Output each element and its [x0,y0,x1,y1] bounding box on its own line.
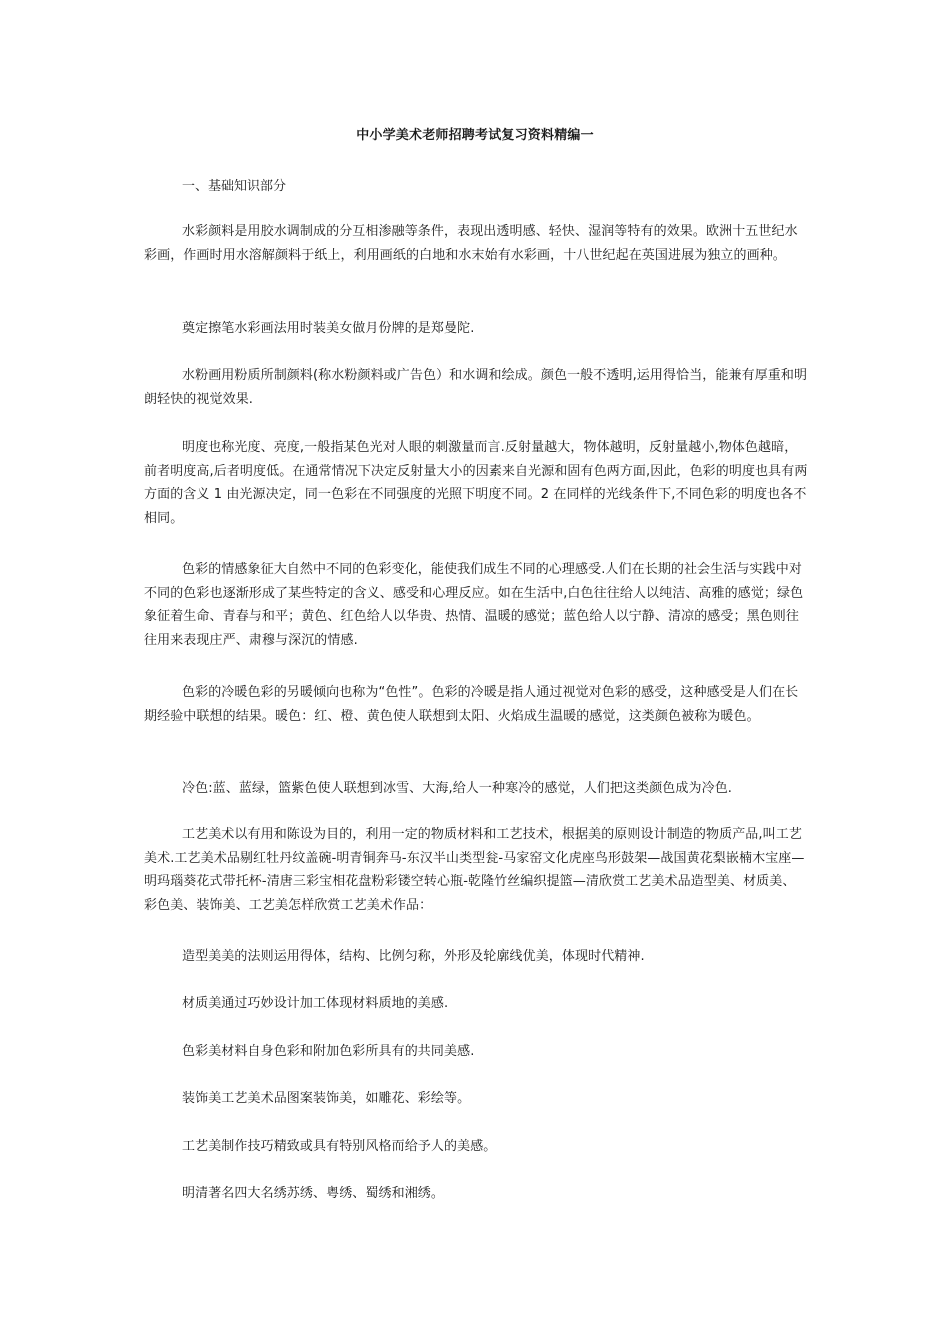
paragraph-zheng-mantuo: 奠定擦笔水彩画法用时装美女做月份牌的是郑曼陀. [182,321,475,336]
paragraph-gouache: 水粉画用粉质所制颜料(称水粉颜料或广告色）和水调和绘成。颜色一般不透明,运用得恰当，能兼有厚重和明朗轻快的视觉效果. [144,368,808,407]
paragraph-color-beauty: 色彩美材料自身色彩和附加色彩所具有的共同美感. [182,1044,475,1059]
paragraph-craft-beauty: 工艺美制作技巧精致或具有特别风格而给予人的美感。 [182,1139,497,1154]
paragraph-watercolor: 水彩颜料是用胶水调制成的分互相渗融等条件，表现出透明感、轻快、湿润等特有的效果。欧洲十五世纪水彩画，作画时用水溶解颜料于纸上，利用画纸的白地和水末始有水彩画，十八世纪起在英国进展为独立的画种。 [144,224,798,263]
paragraph-decoration-beauty: 装饰美工艺美术品图案装饰美，如雕花、彩绘等。 [182,1091,471,1106]
paragraph-material-beauty: 材质美通过巧妙设计加工体现材料质地的美感. [182,996,449,1011]
document-title: 中小学美术老师招聘考试复习资料精编一 [356,128,594,143]
paragraph-warm-cool: 色彩的冷暖色彩的另暖倾向也称为“色性”。色彩的冷暖是指人通过视觉对色彩的感受，这种感受是人们在长期经验中联想的结果。暖色：红、橙、黄色使人联想到太阳、火焰成生温暖的感觉，这类颜色被称为暖色。 [144,685,799,724]
paragraph-brightness: 明度也称光度、亮度,一般指某色光对人眼的刺激量而言.反射量越大，物体越明，反射量越小,物体色越暗，前者明度高,后者明度低。在通常情况下决定反射量大小的因素来自光源和固有色两方面,因此，色彩的明度也具有两方面的含义 1 由光源决定，同一色彩在不同强度的光照下明度不同。2 在同样的光线条件下,不同色彩的明度也各不相同。 [144,440,808,526]
paragraph-form-beauty: 造型美美的法则运用得体，结构、比例匀称，外形及轮廓线优美，体现时代精神. [182,949,645,964]
paragraph-color-emotion: 色彩的情感象征大自然中不同的色彩变化，能使我们成生不同的心理感受.人们在长期的社会生活与实践中对不同的色彩也逐渐形成了某些特定的含义、感受和心理反应。如在生活中,白色往往给人以纯洁、高雅的感觉；绿色象征着生命、青春与和平；黄色、红色给人以华贵、热情、温暖的感觉；蓝色给人以宁静、清凉的感受；黑色则往往用来表现庄严、肃穆与深沉的情感. [144,562,804,648]
section-heading: 一、基础知识部分 [182,179,287,194]
paragraph-arts-crafts: 工艺美术以有用和陈设为目的，利用一定的物质材料和工艺技术，根据美的原则设计制造的物质产品,叫工艺美术.工艺美术品剔红牡丹纹盖碗-明青铜奔马-东汉半山类型瓮-马家窑文化虎座鸟形鼓架—战国黄花梨嵌楠木宝座—明玛瑙葵花式带托杯-清唐三彩宝相花盘粉彩镂空转心瓶-乾隆竹丝编织提篮—清欣赏工艺美术品造型美、材质美、彩色美、装饰美、工艺美怎样欣赏工艺美术作品： [144,827,805,913]
paragraph-cool-colors: 冷色:蓝、蓝绿，篮紫色使人联想到冰雪、大海,给人一种寒冷的感觉，人们把这类颜色成为冷色. [182,781,733,796]
paragraph-embroidery: 明清著名四大名绣苏绣、粤绣、蜀绣和湘绣。 [182,1186,445,1201]
